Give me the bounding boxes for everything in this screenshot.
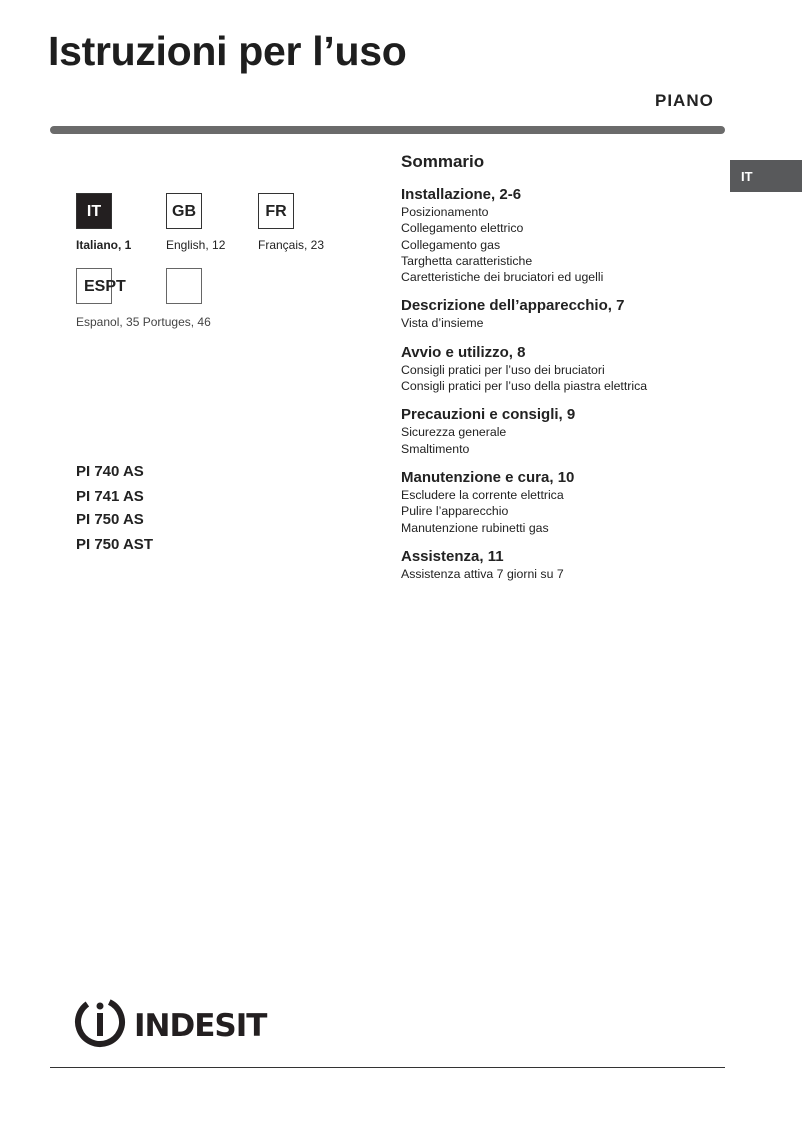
toc-item: Collegamento elettrico bbox=[401, 221, 524, 236]
page-title: Istruzioni per l’uso bbox=[48, 28, 407, 74]
toc-section-title[interactable]: Precauzioni e consigli, 9 bbox=[401, 406, 576, 424]
toc-item: Collegamento gas bbox=[401, 237, 501, 252]
toc-section bbox=[401, 406, 647, 457]
lang-box-it[interactable]: IT bbox=[76, 193, 112, 229]
lang-box-gb[interactable]: GB bbox=[166, 193, 202, 229]
lang-label-gb: English, 12 bbox=[166, 238, 226, 252]
toc-item: Targhetta caratteristiche bbox=[401, 253, 533, 268]
svg-text:INDESIT: INDESIT bbox=[134, 1008, 267, 1044]
toc-item: Sicurezza generale bbox=[401, 425, 507, 440]
indesit-logo bbox=[74, 992, 269, 1057]
toc-section bbox=[401, 548, 647, 582]
toc-section-title[interactable]: Manutenzione e cura, 10 bbox=[401, 468, 575, 486]
lang-box-es-pt-label: ESPT bbox=[84, 278, 126, 295]
footer-divider bbox=[50, 1067, 725, 1068]
toc-section-title[interactable]: Avvio e utilizzo, 8 bbox=[401, 343, 526, 361]
toc-item: Consigli pratici per l’uso della piastra elettrica bbox=[401, 379, 648, 394]
language-tab: IT bbox=[730, 160, 802, 192]
toc-item: Assistenza attiva 7 giorni su 7 bbox=[401, 566, 564, 581]
toc-item: Posizionamento bbox=[401, 205, 489, 219]
toc-section bbox=[401, 344, 647, 395]
lang-label-row2: Espanol, 35 Portuges, 46 bbox=[76, 315, 211, 329]
header-divider bbox=[50, 126, 725, 134]
lang-label-fr: Français, 23 bbox=[258, 238, 325, 252]
toc-item: Manutenzione rubinetti gas bbox=[401, 520, 549, 535]
toc-title: Sommario bbox=[401, 152, 485, 171]
toc-section bbox=[401, 186, 647, 285]
model-name: PI 750 AS bbox=[76, 511, 144, 528]
toc-section bbox=[401, 469, 647, 536]
toc-section-title[interactable]: Installazione, 2-6 bbox=[401, 186, 522, 203]
lang-box-fr[interactable]: FR bbox=[258, 193, 294, 229]
toc-item: Escludere la corrente elettrica bbox=[401, 487, 564, 502]
toc-section-title[interactable]: Assistenza, 11 bbox=[401, 547, 504, 565]
table-of-contents bbox=[401, 152, 647, 594]
lang-label-it: Italiano, 1 bbox=[76, 238, 132, 252]
product-category: PIANO bbox=[655, 91, 714, 110]
model-name: PI 750 AST bbox=[76, 536, 153, 553]
toc-item: Smaltimento bbox=[401, 441, 470, 456]
toc-item: Caretteristiche dei bruciatori ed ugelli bbox=[401, 270, 604, 285]
toc-item: Vista d’insieme bbox=[401, 316, 484, 331]
toc-section-title[interactable]: Descrizione dell’apparecchio, 7 bbox=[401, 297, 625, 315]
model-name: PI 740 AS bbox=[76, 463, 144, 480]
model-name: PI 741 AS bbox=[76, 488, 144, 505]
toc-section bbox=[401, 297, 647, 331]
toc-item: Consigli pratici per l’uso dei bruciatori bbox=[401, 362, 605, 377]
toc-item: Pulire l’apparecchio bbox=[401, 504, 509, 519]
lang-box-pt[interactable] bbox=[166, 268, 202, 304]
